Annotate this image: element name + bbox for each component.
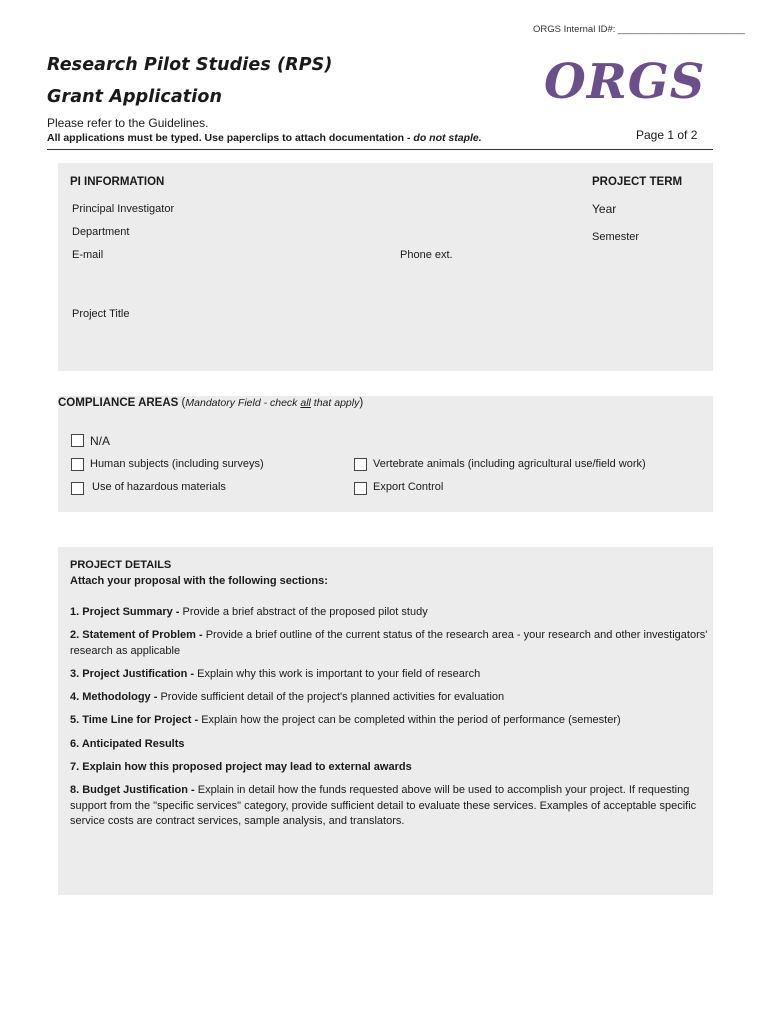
export-control-label: Export Control: [373, 481, 444, 493]
detail-item-6-label: 6. Anticipated Results: [70, 738, 185, 750]
guidelines-note: Please refer to the Guidelines.: [47, 116, 209, 130]
human-subjects-label: Human subjects (including surveys): [90, 458, 264, 470]
typing-instruction: [47, 132, 482, 144]
detail-item-1-label: 1. Project Summary -: [70, 606, 183, 618]
detail-item-5-label: 5. Time Line for Project -: [70, 714, 202, 726]
compliance-heading: [58, 397, 363, 409]
na-label: N/A: [90, 434, 111, 448]
hazardous-materials-checkbox[interactable]: [71, 482, 84, 495]
detail-item-5-text: Explain how the project can be completed within the period of performance (semester): [201, 714, 621, 726]
paren-close: ): [359, 397, 364, 409]
phone-ext-field[interactable]: Phone ext.: [400, 249, 453, 261]
detail-item-5: [70, 713, 710, 729]
detail-item-2-label: 2. Statement of Problem -: [70, 629, 206, 641]
export-control-checkbox[interactable]: [354, 482, 367, 495]
typing-instruction-text: All applications must be typed. Use paperclips to attach documentation -: [47, 132, 414, 144]
detail-item-1: [70, 605, 710, 621]
vertebrate-animals-checkbox[interactable]: [354, 458, 367, 471]
project-details-heading: PROJECT DETAILS: [70, 559, 172, 571]
no-staple-text: do not staple.: [413, 132, 482, 144]
all-emphasis: all: [300, 397, 311, 409]
project-title-field[interactable]: Project Title: [72, 308, 130, 320]
principal-investigator-field[interactable]: Principal Investigator: [72, 203, 175, 215]
detail-item-2-text: Provide a brief outline of the current status of the research area - your research and other investigators' research as applicable: [70, 629, 708, 657]
human-subjects-checkbox[interactable]: [71, 458, 84, 471]
form-subtitle: Grant Application: [47, 87, 223, 107]
internal-id-label: ORGS Internal ID#: ________________________: [533, 24, 745, 35]
pi-information-heading: PI INFORMATION: [70, 176, 165, 188]
detail-item-8: [70, 783, 710, 830]
vertebrate-animals-label: Vertebrate animals (including agricultural use/field work): [373, 458, 646, 470]
detail-item-3-text: Explain why this work is important to your field of research: [197, 668, 481, 680]
that-apply-note: that apply: [310, 397, 360, 409]
compliance-heading-text: COMPLIANCE AREAS: [58, 397, 179, 409]
detail-item-3-label: 3. Project Justification -: [70, 668, 198, 680]
project-details-subheading: Attach your proposal with the following sections:: [70, 575, 328, 587]
detail-item-8-text: Explain in detail how the funds requested above will be used to accomplish your project. If requesting support from the "specific services" category, provide sufficient detail to evaluate these services. Examples of acceptable specific service costs are contract services, sample analysis, and translators.: [70, 784, 697, 827]
department-field[interactable]: Department: [72, 226, 130, 238]
page-number: Page 1 of 2: [636, 128, 698, 142]
detail-item-7: [70, 760, 710, 776]
compliance-panel: [58, 396, 713, 512]
detail-item-6: [70, 737, 710, 753]
orgs-logo: ORGS: [544, 54, 706, 110]
detail-item-3: [70, 667, 710, 683]
mandatory-note: Mandatory Field - check: [185, 397, 301, 409]
email-field[interactable]: E-mail: [72, 249, 104, 261]
detail-item-7-label: 7. Explain how this proposed project may lead to external awards: [70, 761, 412, 773]
header-divider: [47, 149, 713, 150]
detail-item-2: [70, 628, 710, 659]
year-field[interactable]: Year: [592, 202, 617, 216]
detail-item-4-label: 4. Methodology -: [70, 691, 161, 703]
na-checkbox[interactable]: [71, 434, 84, 447]
detail-item-8-label: 8. Budget Justification -: [70, 784, 198, 796]
detail-item-1-text: Provide a brief abstract of the proposed pilot study: [182, 606, 428, 618]
semester-field[interactable]: Semester: [592, 231, 640, 243]
pi-information-panel: [58, 163, 713, 371]
hazardous-materials-label: Use of hazardous materials: [92, 481, 226, 493]
project-term-heading: PROJECT TERM: [592, 176, 683, 188]
form-title: Research Pilot Studies (RPS): [47, 55, 333, 75]
detail-item-4-text: Provide sufficient detail of the project's planned activities for evaluation: [160, 691, 505, 703]
detail-item-4: [70, 690, 710, 706]
paren-open: (: [181, 397, 186, 409]
